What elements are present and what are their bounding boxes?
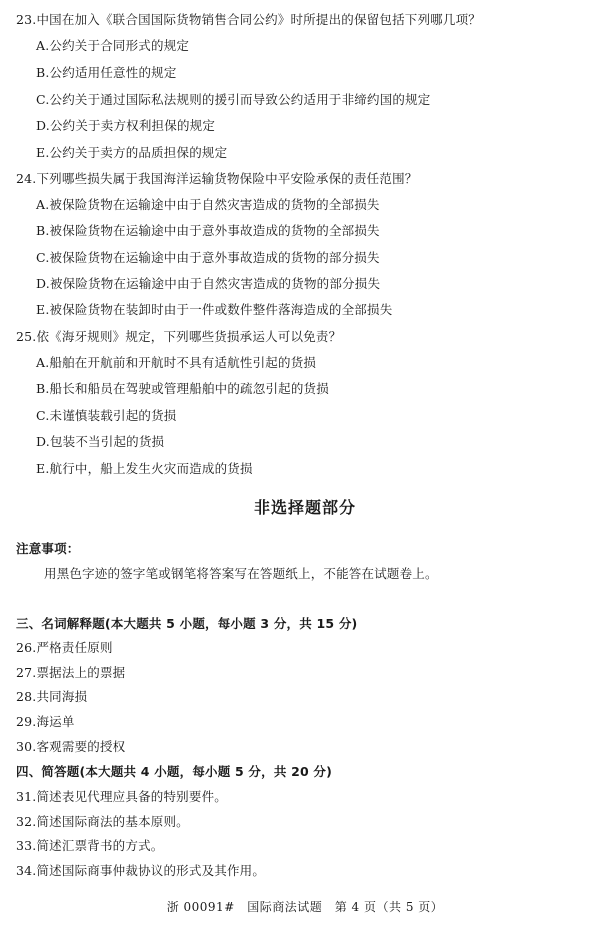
- part3-item-28: 28.共同海损: [16, 689, 88, 704]
- part3-item-27: 27.票据法上的票据: [16, 665, 126, 680]
- question-23-stem: 23.中国在加入《联合国国际货物销售合同公约》时所提出的保留包括下列哪几项？: [16, 12, 481, 27]
- part4-item-32: 32.简述国际商法的基本原则。: [16, 814, 189, 829]
- part3-item-29: 29.海运单: [16, 714, 75, 729]
- question-24-option-a: A.被保险货物在运输途中由于自然灾害造成的货物的全部损失: [36, 197, 380, 212]
- notice-body: 用黑色字迹的签字笔或钢笔将答案写在答题纸上，不能答在试题卷上。: [44, 566, 438, 581]
- question-24-stem: 24.下列哪些损失属于我国海洋运输货物保险中平安险承保的责任范围？: [16, 171, 418, 186]
- part3-heading: 三、名词解释题(本大题共 5 小题，每小题 3 分，共 15 分): [16, 616, 358, 631]
- question-23-option-c: C.公约关于通过国际私法规则的援引而导致公约适用于非缔约国的规定: [36, 92, 431, 107]
- part4-item-31: 31.简述表见代理应具备的特别要件。: [16, 789, 227, 804]
- part3-item-30: 30.客观需要的授权: [16, 739, 126, 754]
- page-footer: 浙 00091# 国际商法试题 第 4 页（共 5 页）: [166, 900, 444, 914]
- question-25-stem: 25.依《海牙规则》规定，下列哪些货损承运人可以免责？: [16, 329, 342, 344]
- question-25-option-b: B.船长和船员在驾驶或管理船舶中的疏忽引起的货损: [36, 381, 329, 396]
- question-25-option-a: A.船舶在开航前和开航时不具有适航性引起的货损: [36, 355, 317, 370]
- question-25-option-d: D.包装不当引起的货损: [36, 434, 165, 449]
- part4-heading: 四、简答题(本大题共 4 小题，每小题 5 分，共 20 分): [16, 764, 333, 779]
- part4-item-34: 34.简述国际商事仲裁协议的形式及其作用。: [16, 863, 266, 878]
- question-24-option-e: E.被保险货物在装卸时由于一件或数件整件落海造成的全部损失: [36, 302, 393, 317]
- question-24-option-c: C.被保险货物在运输途中由于意外事故造成的货物的部分损失: [36, 250, 380, 265]
- question-24-option-d: D.被保险货物在运输途中由于自然灾害造成的货物的部分损失: [36, 276, 381, 291]
- question-24-option-b: B.被保险货物在运输途中由于意外事故造成的货物的全部损失: [36, 223, 380, 238]
- question-25-option-e: E.航行中，船上发生火灾而造成的货损: [36, 461, 253, 476]
- question-23-option-e: E.公约关于卖方的品质担保的规定: [36, 145, 228, 160]
- question-23-option-a: A.公约关于合同形式的规定: [36, 38, 190, 53]
- part4-item-33: 33.简述汇票背书的方式。: [16, 838, 164, 853]
- question-25-option-c: C.未谨慎装载引起的货损: [36, 408, 177, 423]
- section-title: 非选择题部分: [253, 498, 356, 517]
- question-23-option-d: D.公约关于卖方权利担保的规定: [36, 118, 216, 133]
- part3-item-26: 26.严格责任原则: [16, 640, 113, 655]
- question-23-option-b: B.公约适用任意性的规定: [36, 65, 177, 80]
- notice-heading: 注意事项：: [16, 541, 80, 556]
